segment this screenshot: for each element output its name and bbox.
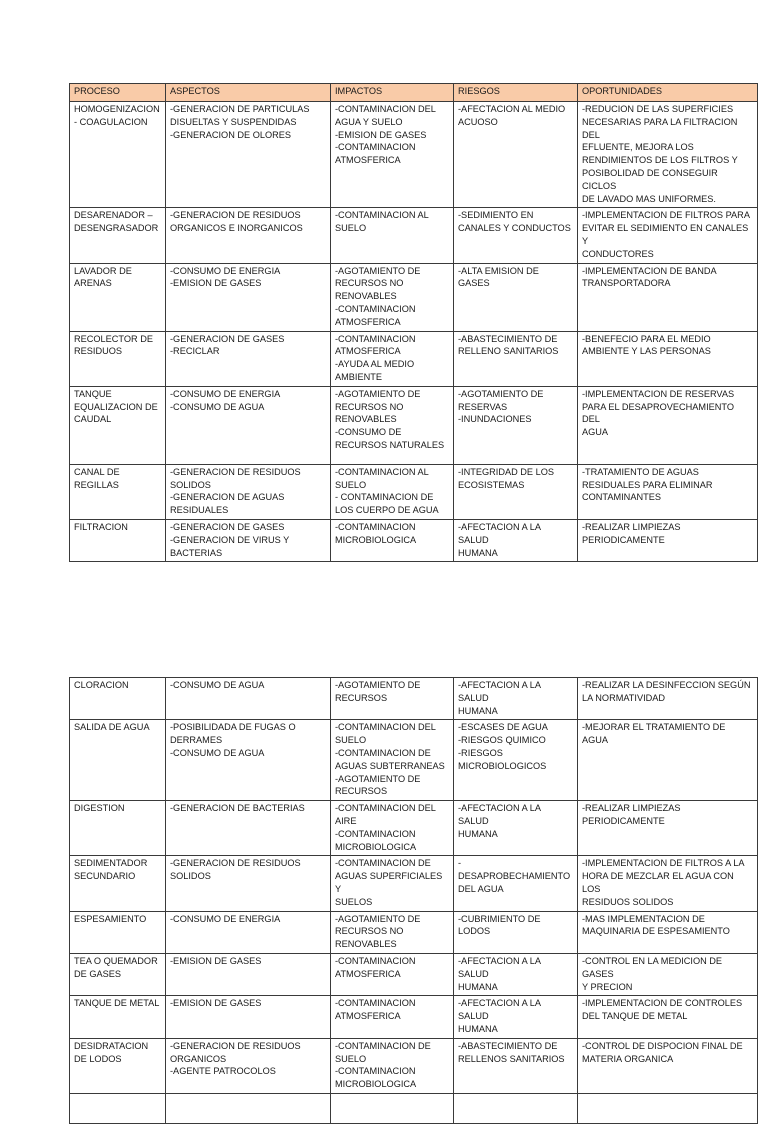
cell-oportunidades: -MAS IMPLEMENTACION DE MAQUINARIA DE ESPESAMIENTO bbox=[578, 911, 758, 953]
table-row bbox=[70, 856, 758, 911]
cell-proceso: DESARENADOR – DESENGRASADOR bbox=[70, 208, 166, 263]
cell-impactos: -CONTAMINACION DEL AGUA Y SUELO -EMISION DE GASES -CONTAMINACION ATMOSFERICA bbox=[331, 102, 454, 208]
cell-impactos: -CONTAMINACION ATMOSFERICA bbox=[331, 996, 454, 1038]
cell-proceso: RECOLECTOR DE RESIDUOS bbox=[70, 331, 166, 386]
table-row bbox=[70, 208, 758, 263]
table-row bbox=[70, 678, 758, 720]
cell-aspectos: -GENERACION DE RESIDUOS SOLIDOS -GENERACION DE AGUAS RESIDUALES bbox=[166, 464, 331, 519]
cell-riesgos: -AFECTACION A LA SALUD HUMANA bbox=[454, 996, 578, 1038]
cell-proceso: LAVADOR DE ARENAS bbox=[70, 263, 166, 331]
cell-riesgos: -AFECTACION A LA SALUD HUMANA bbox=[454, 519, 578, 561]
header-proceso: PROCESO bbox=[70, 84, 166, 102]
cell-proceso: CLORACION bbox=[70, 678, 166, 720]
cell-proceso: CANAL DE REGILLAS bbox=[70, 464, 166, 519]
cell-aspectos: -CONSUMO DE AGUA bbox=[166, 678, 331, 720]
cell-oportunidades: -MEJORAR EL TRATAMIENTO DE AGUA bbox=[578, 720, 758, 801]
cell-impactos: -AGOTAMIENTO DE RECURSOS NO RENOVABLES -CONSUMO DE RECURSOS NATURALES bbox=[331, 386, 454, 464]
cell-oportunidades: -REALIZAR LA DESINFECCION SEGÚN LA NORMATIVIDAD bbox=[578, 678, 758, 720]
cell-oportunidades: -IMPLEMENTACION DE BANDA TRANSPORTADORA bbox=[578, 263, 758, 331]
header-riesgos: RIESGOS bbox=[454, 84, 578, 102]
table-header-row bbox=[70, 84, 758, 102]
cell-proceso: DIGESTION bbox=[70, 801, 166, 856]
cell-oportunidades: -IMPLEMENTACION DE FILTROS PARA EVITAR EL SEDIMIENTO EN CANALES Y CONDUCTORES bbox=[578, 208, 758, 263]
cell-oportunidades: -BENEFECIO PARA EL MEDIO AMBIENTE Y LAS PERSONAS bbox=[578, 331, 758, 386]
cell-oportunidades bbox=[578, 1093, 758, 1123]
table-row bbox=[70, 996, 758, 1038]
cell-riesgos: -ALTA EMISION DE GASES bbox=[454, 263, 578, 331]
cell-oportunidades: -CONTROL DE DISPOCION FINAL DE MATERIA ORGANICA bbox=[578, 1038, 758, 1093]
cell-riesgos: -AGOTAMIENTO DE RESERVAS -INUNDACIONES bbox=[454, 386, 578, 464]
cell-aspectos: -GENERACION DE RESIDUOS ORGANICOS -AGENTE PATROCOLOS bbox=[166, 1038, 331, 1093]
cell-riesgos: -ESCASES DE AGUA -RIESGOS QUIMICO -RIESGOS MICROBIOLOGICOS bbox=[454, 720, 578, 801]
cell-oportunidades: -CONTROL EN LA MEDICION DE GASES Y PRECION bbox=[578, 953, 758, 995]
cell-riesgos: -DESAPROBECHAMIENTO DEL AGUA bbox=[454, 856, 578, 911]
cell-oportunidades: -REDUCION DE LAS SUPERFICIES NECESARIAS PARA LA FILTRACION DEL EFLUENTE, MEJORA LOS RENDIMIENTOS DE LOS FILTROS Y POSIBOLIDAD DE CONSEGUIR CICLOS DE LAVADO MAS UNIFORMES. bbox=[578, 102, 758, 208]
header-impactos: IMPACTOS bbox=[331, 84, 454, 102]
table-row bbox=[70, 386, 758, 464]
cell-proceso bbox=[70, 1093, 166, 1123]
table-row bbox=[70, 801, 758, 856]
cell-aspectos: -GENERACION DE GASES -GENERACION DE VIRUS Y BACTERIAS bbox=[166, 519, 331, 561]
cell-aspectos: -CONSUMO DE ENERGIA bbox=[166, 911, 331, 953]
cell-impactos: -CONTAMINACION DE AGUAS SUPERFICIALES Y SUELOS bbox=[331, 856, 454, 911]
table-row bbox=[70, 953, 758, 995]
cell-aspectos: -CONSUMO DE ENERGIA -EMISION DE GASES bbox=[166, 263, 331, 331]
table-row bbox=[70, 331, 758, 386]
cell-oportunidades: -IMPLEMENTACION DE RESERVAS PARA EL DESAPROVECHAMIENTO DEL AGUA bbox=[578, 386, 758, 464]
table-row bbox=[70, 720, 758, 801]
table-row bbox=[70, 263, 758, 331]
cell-impactos bbox=[331, 1093, 454, 1123]
cell-riesgos: -SEDIMIENTO EN CANALES Y CONDUCTOS bbox=[454, 208, 578, 263]
cell-riesgos: -ABASTECIMIENTO DE RELLENOS SANITARIOS bbox=[454, 1038, 578, 1093]
cell-riesgos: -AFECTACION AL MEDIO ACUOSO bbox=[454, 102, 578, 208]
cell-aspectos bbox=[166, 1093, 331, 1123]
cell-aspectos: -GENERACION DE BACTERIAS bbox=[166, 801, 331, 856]
cell-riesgos: -AFECTACION A LA SALUD HUMANA bbox=[454, 953, 578, 995]
header-aspectos: ASPECTOS bbox=[166, 84, 331, 102]
cell-riesgos: -AFECTACION A LA SALUD HUMANA bbox=[454, 678, 578, 720]
cell-aspectos: -EMISION DE GASES bbox=[166, 996, 331, 1038]
table-row bbox=[70, 911, 758, 953]
cell-impactos: -AGOTAMIENTO DE RECURSOS NO RENOVABLES -CONTAMINACION ATMOSFERICA bbox=[331, 263, 454, 331]
table-row bbox=[70, 1093, 758, 1123]
cell-proceso: HOMOGENIZACION - COAGULACION bbox=[70, 102, 166, 208]
table-row bbox=[70, 519, 758, 561]
cell-proceso: TEA O QUEMADOR DE GASES bbox=[70, 953, 166, 995]
cell-riesgos: -AFECTACION A LA SALUD HUMANA bbox=[454, 801, 578, 856]
cell-impactos: -AGOTAMIENTO DE RECURSOS NO RENOVABLES bbox=[331, 911, 454, 953]
cell-proceso: SEDIMENTADOR SECUNDARIO bbox=[70, 856, 166, 911]
cell-proceso: ESPESAMIENTO bbox=[70, 911, 166, 953]
cell-oportunidades: -IMPLEMENTACION DE FILTROS A LA HORA DE MEZCLAR EL AGUA CON LOS RESIDUOS SOLIDOS bbox=[578, 856, 758, 911]
cell-impactos: -CONTAMINACION AL SUELO - CONTAMINACION DE LOS CUERPO DE AGUA bbox=[331, 464, 454, 519]
cell-aspectos: -GENERACION DE PARTICULAS DISUELTAS Y SUSPENDIDAS -GENERACION DE OLORES bbox=[166, 102, 331, 208]
cell-oportunidades: -IMPLEMENTACION DE CONTROLES DEL TANQUE DE METAL bbox=[578, 996, 758, 1038]
cell-riesgos: -ABASTECIMIENTO DE RELLENO SANITARIOS bbox=[454, 331, 578, 386]
cell-aspectos: -GENERACION DE RESIDUOS SOLIDOS bbox=[166, 856, 331, 911]
cell-aspectos: -GENERACION DE RESIDUOS ORGANICOS E INORGANICOS bbox=[166, 208, 331, 263]
cell-impactos: -CONTAMINACION AL SUELO bbox=[331, 208, 454, 263]
cell-impactos: -CONTAMINACION ATMOSFERICA bbox=[331, 953, 454, 995]
cell-oportunidades: -TRATAMIENTO DE AGUAS RESIDUALES PARA ELIMINAR CONTAMINANTES bbox=[578, 464, 758, 519]
cell-aspectos: -EMISION DE GASES bbox=[166, 953, 331, 995]
cell-oportunidades: -REALIZAR LIMPIEZAS PERIODICAMENTE bbox=[578, 801, 758, 856]
cell-proceso: TANQUE DE METAL bbox=[70, 996, 166, 1038]
table-row bbox=[70, 1038, 758, 1093]
cell-impactos: -CONTAMINACION DEL SUELO -CONTAMINACION DE AGUAS SUBTERRANEAS -AGOTAMIENTO DE RECURSOS bbox=[331, 720, 454, 801]
cell-impactos: -CONTAMINACION ATMOSFERICA -AYUDA AL MEDIO AMBIENTE bbox=[331, 331, 454, 386]
cell-proceso: FILTRACION bbox=[70, 519, 166, 561]
cell-riesgos: -INTEGRIDAD DE LOS ECOSISTEMAS bbox=[454, 464, 578, 519]
cell-aspectos: -CONSUMO DE ENERGIA -CONSUMO DE AGUA bbox=[166, 386, 331, 464]
cell-proceso: SALIDA DE AGUA bbox=[70, 720, 166, 801]
cell-aspectos: -POSIBILIDADA DE FUGAS O DERRAMES -CONSUMO DE AGUA bbox=[166, 720, 331, 801]
process-table-1 bbox=[69, 83, 758, 562]
cell-impactos: -AGOTAMIENTO DE RECURSOS bbox=[331, 678, 454, 720]
cell-impactos: -CONTAMINACION DE SUELO -CONTAMINACION MICROBIOLOGICA bbox=[331, 1038, 454, 1093]
cell-riesgos: -CUBRIMIENTO DE LODOS bbox=[454, 911, 578, 953]
cell-oportunidades: -REALIZAR LIMPIEZAS PERIODICAMENTE bbox=[578, 519, 758, 561]
cell-impactos: -CONTAMINACION MICROBIOLOGICA bbox=[331, 519, 454, 561]
cell-riesgos bbox=[454, 1093, 578, 1123]
cell-proceso: TANQUE EQUALIZACION DE CAUDAL bbox=[70, 386, 166, 464]
process-table-2 bbox=[69, 677, 758, 1124]
table-row bbox=[70, 102, 758, 208]
cell-proceso: DESIDRATACION DE LODOS bbox=[70, 1038, 166, 1093]
cell-aspectos: -GENERACION DE GASES -RECICLAR bbox=[166, 331, 331, 386]
header-oportunidades: OPORTUNIDADES bbox=[578, 84, 758, 102]
cell-impactos: -CONTAMINACION DEL AIRE -CONTAMINACION MICROBIOLOGICA bbox=[331, 801, 454, 856]
table-row bbox=[70, 464, 758, 519]
